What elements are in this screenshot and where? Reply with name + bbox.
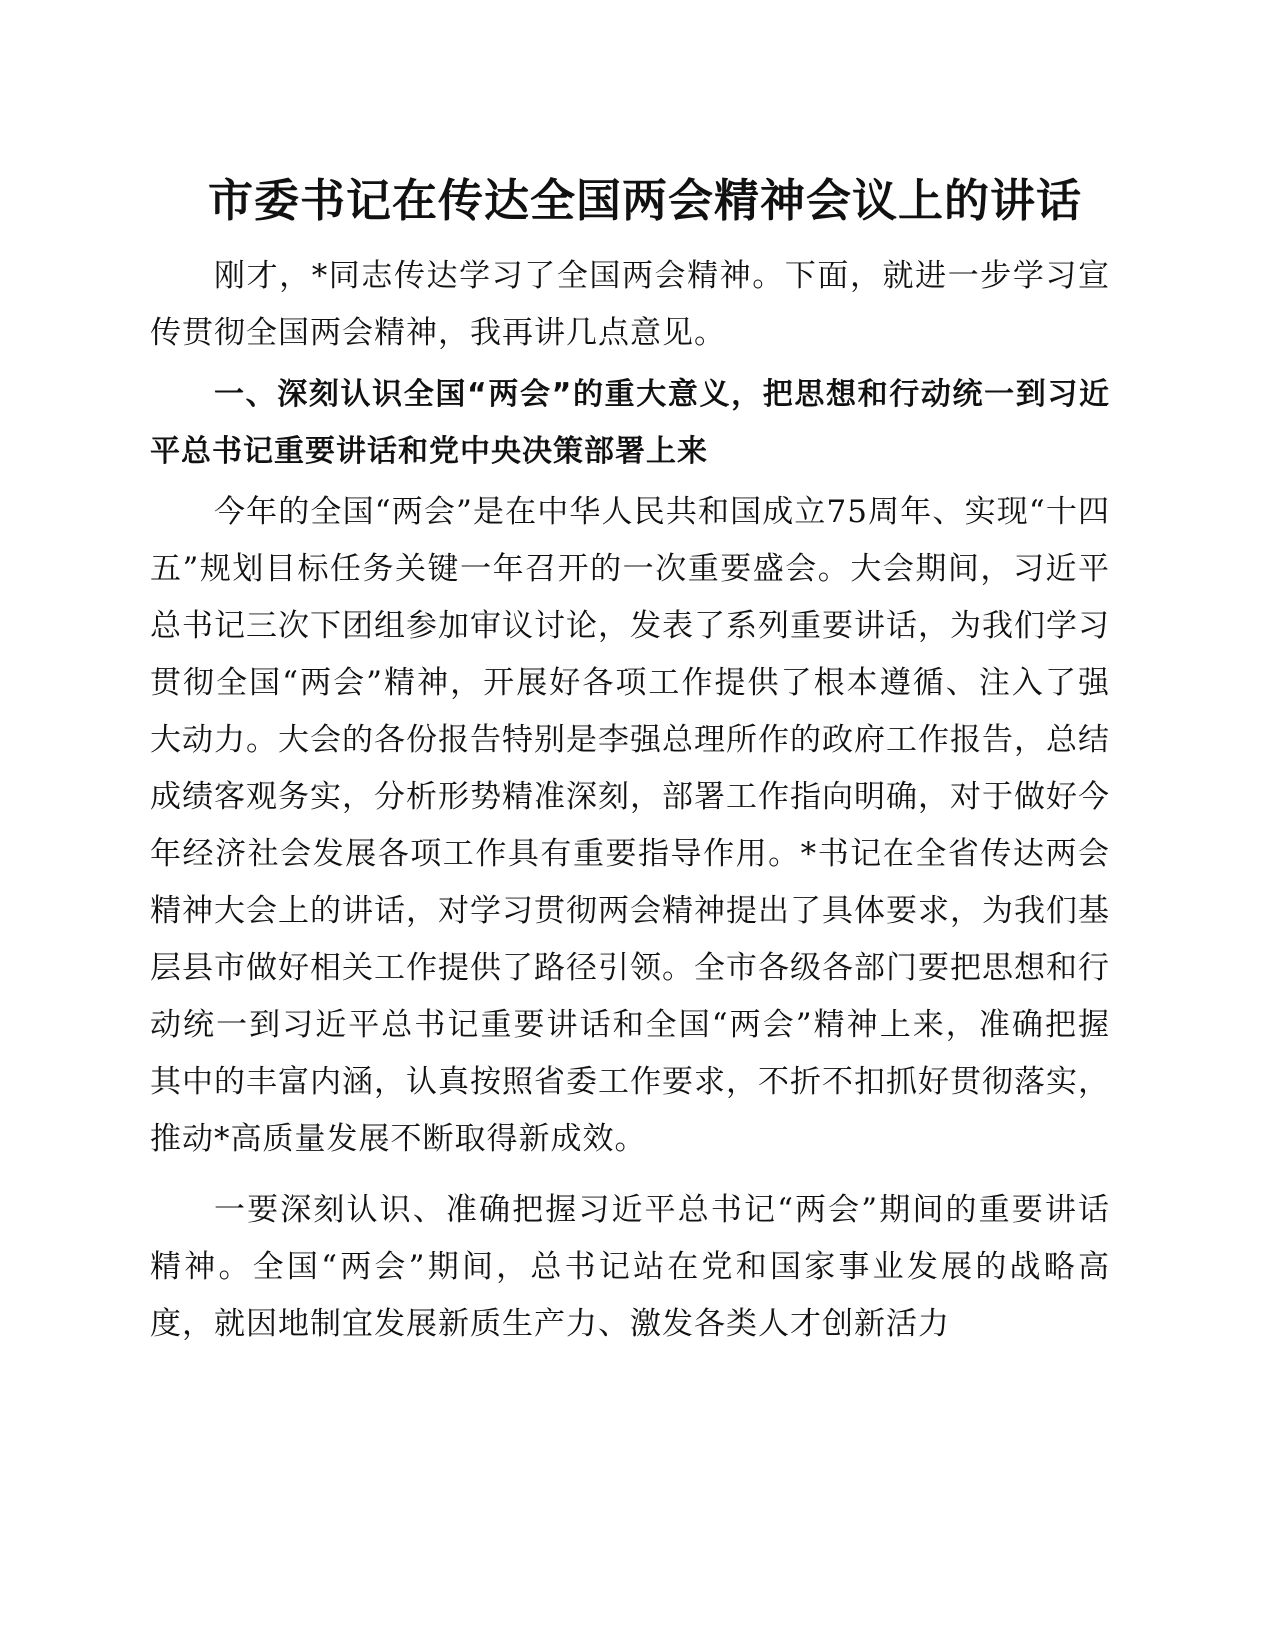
section-heading-1: 一、深刻认识全国“两会”的重大意义，把思想和行动统一到习近平总书记重要讲话和党中央决策部署上来 <box>150 377 1110 469</box>
document-title: 市委书记在传达全国两会精神会议上的讲话 <box>207 174 1082 227</box>
body-paragraph-2: 一要深刻认识、准确把握习近平总书记“两会”期间的重要讲话精神。全国“两会”期间，总书记站在党和国家事业发展的战略高度，就因地制宜发展新质生产力、激发各类人才创新活力 <box>150 1192 1110 1342</box>
body-paragraph-1: 今年的全国“两会”是在中华人民共和国成立75周年、实现“十四五”规划目标任务关键一年召开的一次重要盛会。大会期间，习近平总书记三次下团组参加审议讨论，发表了系列重要讲话，为我们学习贯彻全国“两会”精神，开展好各项工作提供了根本遵循、注入了强大动力。大会的各份报告特别是李强总理所作的政府工作报告，总结成绩客观务实，分析形势精准深刻，部署工作指向明确，对于做好今年经济社会发展各项工作具有重要指导作用。*书记在全省传达两会精神大会上的讲话，对学习贯彻两会精神提出了具体要求，为我们基层县市做好相关工作提供了路径引领。全市各级各部门要把思想和行动统一到习近平总书记重要讲话和全国“两会”精神上来，准确把握其中的丰富内涵，认真按照省委工作要求，不折不扣抓好贯彻落实，推动*高质量发展不断取得新成效。 <box>150 494 1110 1157</box>
intro-paragraph: 刚才，*同志传达学习了全国两会精神。下面，就进一步学习宣传贯彻全国两会精神，我再讲几点意见。 <box>150 258 1110 351</box>
document-body <box>150 248 1110 1353</box>
